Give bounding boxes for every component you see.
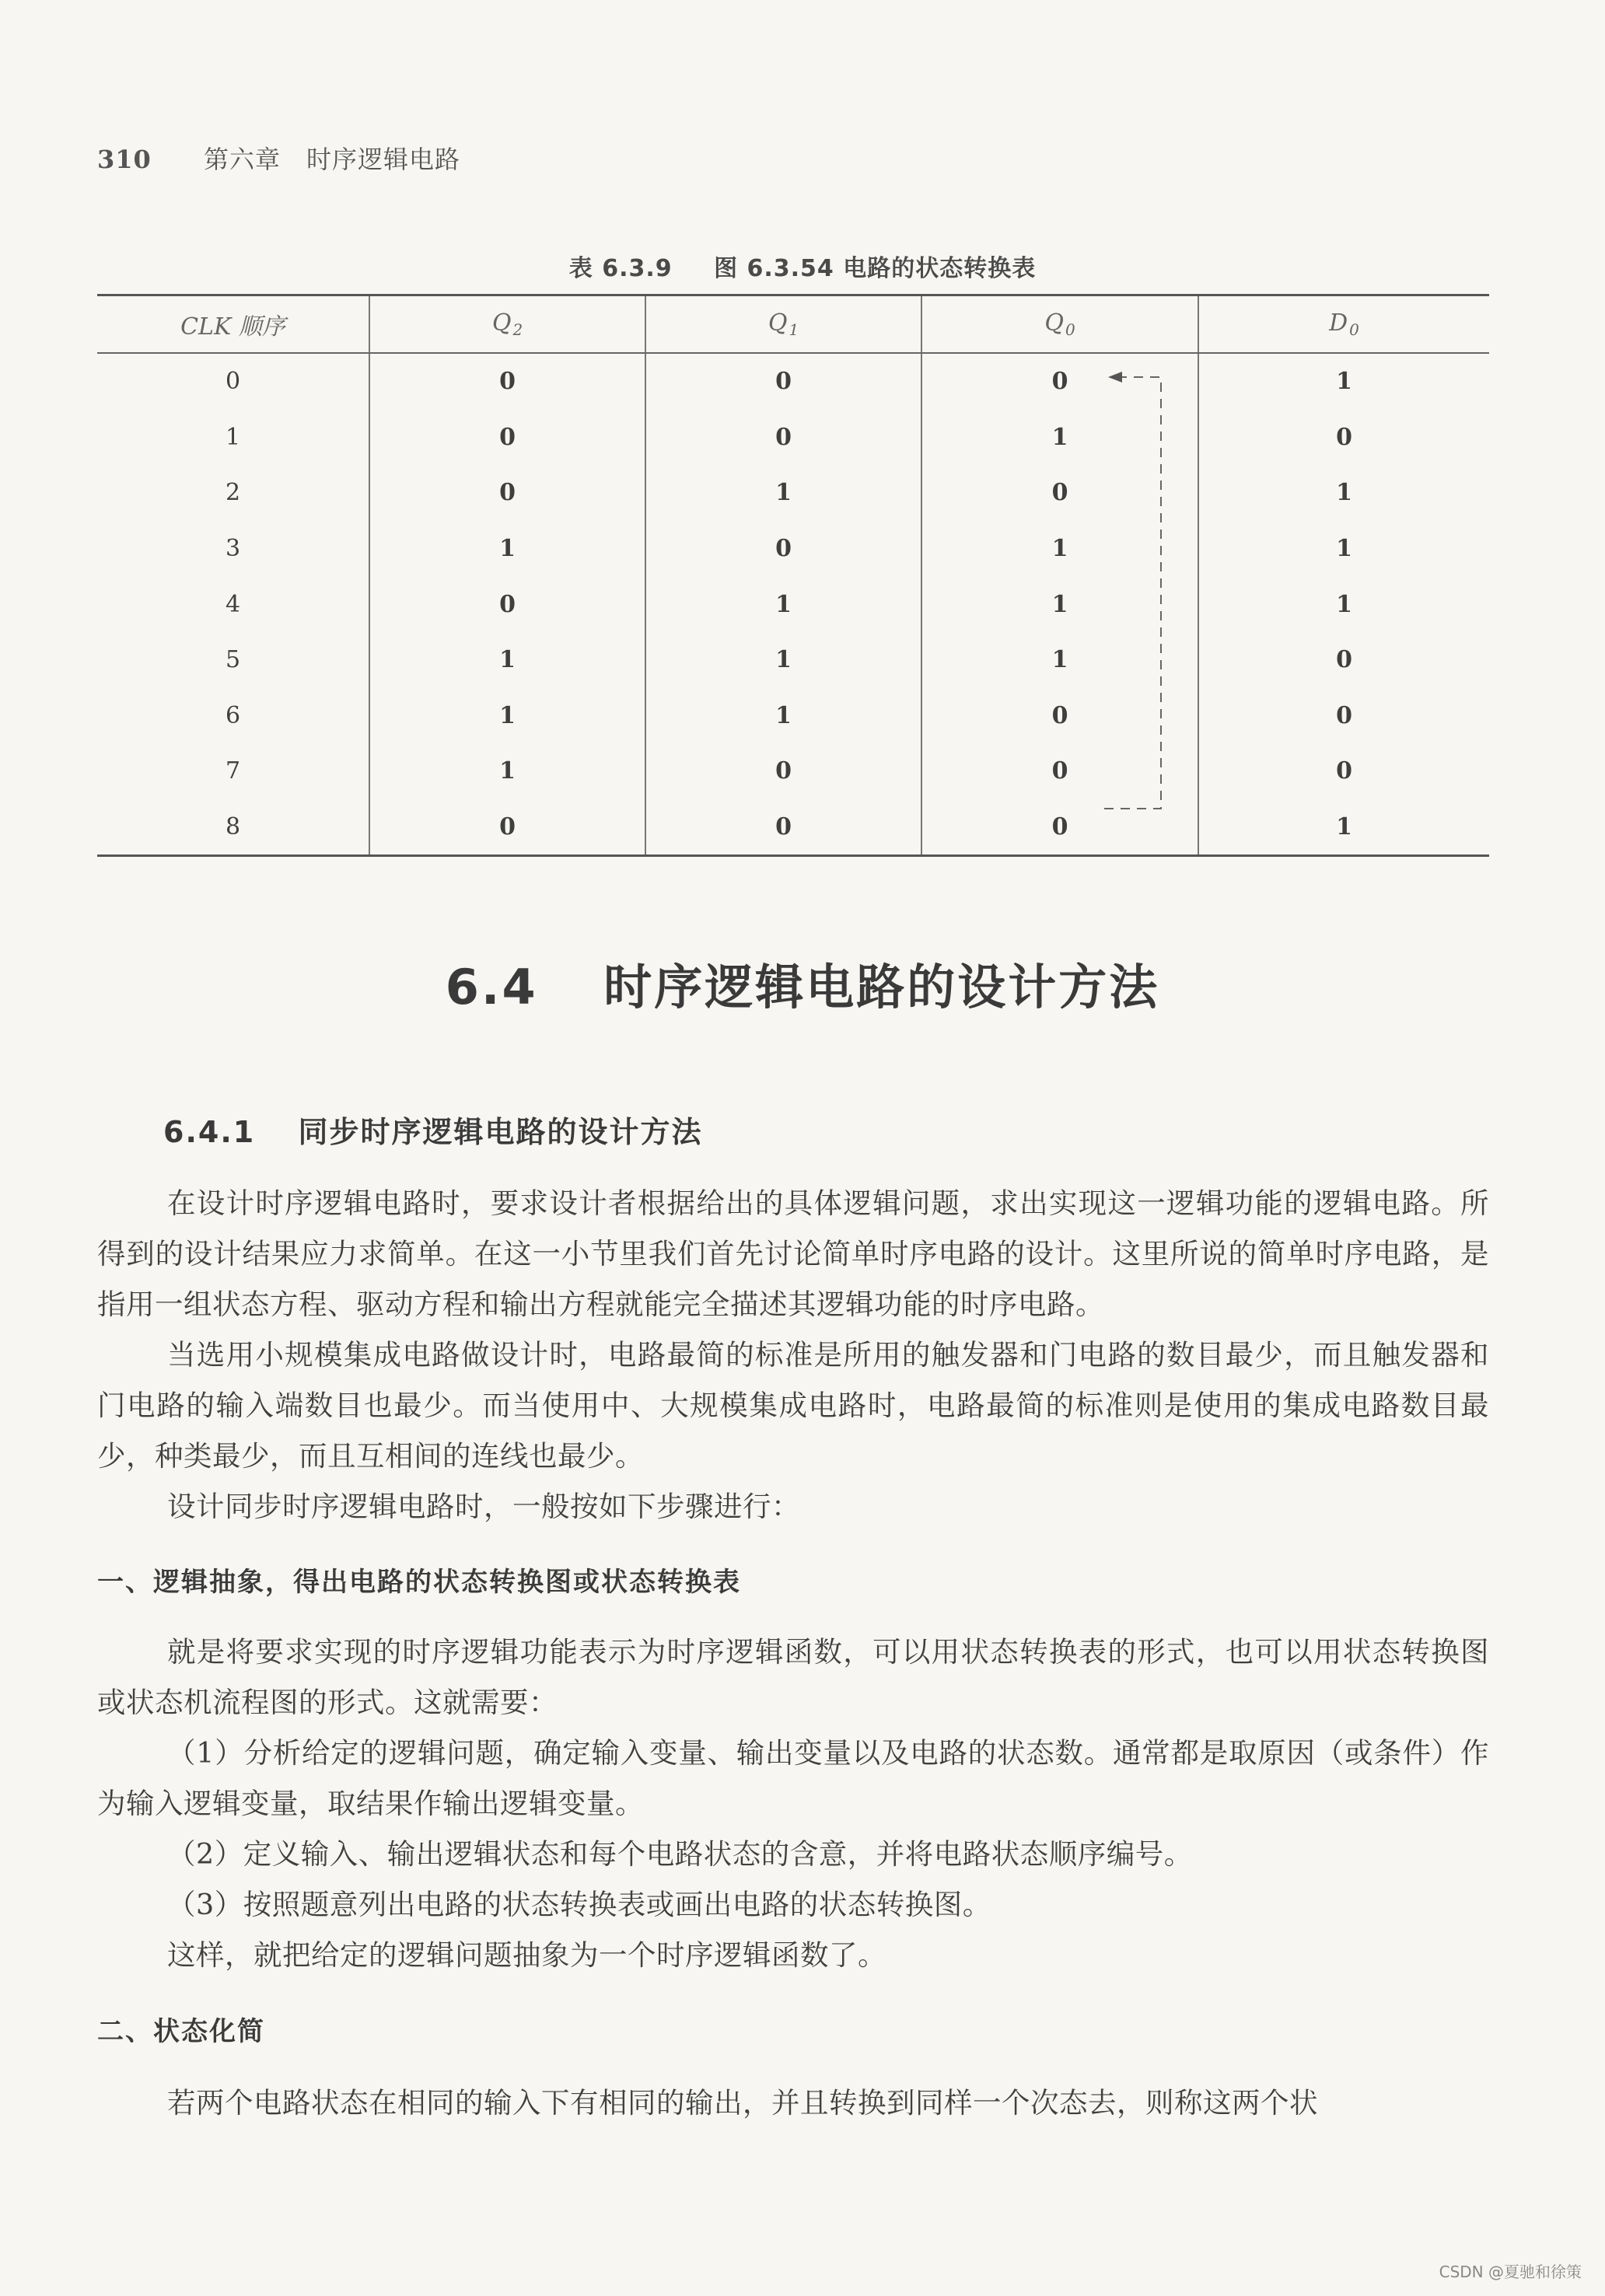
paragraph-text: （3）按照题意列出电路的状态转换表或画出电路的状态转换图。 xyxy=(167,1888,991,1921)
cell-clk: 0 xyxy=(225,368,241,396)
paragraph-criteria xyxy=(97,1330,1489,1481)
paragraph-abstraction xyxy=(97,1627,1489,1728)
cell-q2: 0 xyxy=(369,410,645,466)
table-row xyxy=(97,799,1489,856)
cell-q2: 1 xyxy=(369,521,645,577)
table-row xyxy=(97,632,1489,688)
cell-q1: 0 xyxy=(645,743,921,799)
cell-q1: 1 xyxy=(645,632,921,688)
paragraph-text: （1）分析给定的逻辑问题，确定输入变量、输出变量以及电路的状态数。通常都是取原因（或条件）作为输入逻辑变量，取结果作输出逻辑变量。 xyxy=(97,1736,1489,1820)
cell-q1: 0 xyxy=(645,410,921,466)
paragraph-steps-intro xyxy=(97,1481,1489,1532)
table-header-row xyxy=(97,295,1489,354)
cell-q0: 0 xyxy=(921,743,1198,799)
cell-q1: 1 xyxy=(645,688,921,744)
cell-d0: 0 xyxy=(1198,410,1489,466)
cell-q2: 0 xyxy=(369,465,645,521)
table-row xyxy=(97,465,1489,521)
cell-q0: 0 xyxy=(921,799,1198,856)
paragraph-text: 这样，就把给定的逻辑问题抽象为一个时序逻辑函数了。 xyxy=(167,1938,886,1972)
cell-q2: 1 xyxy=(369,688,645,744)
header-d0: D $_0$ xyxy=(1198,295,1489,354)
table-row xyxy=(97,743,1489,799)
paragraph-state-reduction xyxy=(97,2078,1489,2128)
cell-clk: 4 xyxy=(225,590,241,618)
cell-clk: 8 xyxy=(97,799,369,856)
cell-d0: 0 xyxy=(1198,688,1489,744)
cell-d0: 1 xyxy=(1198,799,1489,856)
table-caption-text: 图 6.3.54 电路的状态转换表 xyxy=(714,255,1037,282)
table-row xyxy=(97,576,1489,632)
table-caption-label: 表 6.3.9 xyxy=(568,255,673,282)
table-caption xyxy=(0,249,1605,283)
cell-q1: 1 xyxy=(645,576,921,632)
section-title-text: 时序逻辑电路的设计方法 xyxy=(603,959,1160,1015)
cell-q2: 1 xyxy=(369,632,645,688)
subsection-number: 6.4.1 xyxy=(163,1115,256,1149)
subsection-title-text: 同步时序逻辑电路的设计方法 xyxy=(298,1115,703,1149)
table-row xyxy=(97,688,1489,744)
header-clk: CLK 顺序 xyxy=(97,295,369,354)
paragraph-step-1 xyxy=(97,1728,1489,1829)
cell-q0: 0 xyxy=(921,688,1198,744)
header-q2: Q $_2$ xyxy=(369,295,645,354)
cell-q1: 1 xyxy=(645,465,921,521)
cell-d0: 1 xyxy=(1198,353,1489,410)
cell-clk: 3 xyxy=(225,535,241,563)
cell-q2: 0 xyxy=(369,353,645,410)
cell-q0: 0 xyxy=(921,465,1198,521)
cell-d0: 1 xyxy=(1198,521,1489,577)
state-transition-table xyxy=(97,294,1489,857)
cell-clk: 5 xyxy=(225,646,241,674)
paragraph-text: 当选用小规模集成电路做设计时，电路最简的标准是所用的触发器和门电路的数目最少，而且触发器和门电路的输入端数目也最少。而当使用中、大规模集成电路时，电路最简的标准则是使用的集成电路数目最少，种类最少，而且互相间的连线也最少。 xyxy=(97,1338,1489,1473)
paragraph-text: 设计同步时序逻辑电路时，一般按如下步骤进行： xyxy=(167,1490,800,1523)
paragraph-text: 若两个电路状态在相同的输入下有相同的输出，并且转换到同样一个次态去，则称这两个状 xyxy=(167,2086,1318,2120)
subsection-title xyxy=(163,1108,702,1151)
paragraph-text: （2）定义输入、输出逻辑状态和每个电路状态的含意，并将电路状态顺序编号。 xyxy=(167,1837,1193,1871)
chapter-title: 第六章 时序逻辑电路 xyxy=(203,145,460,174)
paragraph-text: 就是将要求实现的时序逻辑功能表示为时序逻辑函数，可以用状态转换表的形式，也可以用状态转换图或状态机流程图的形式。这就需要： xyxy=(97,1635,1489,1719)
page-number: 310 xyxy=(97,145,152,174)
paragraph-text: 在设计时序逻辑电路时，要求设计者根据给出的具体逻辑问题，求出实现这一逻辑功能的逻辑电路。所得到的设计结果应力求简单。在这一小节里我们首先讨论简单时序电路的设计。这里所说的简单时序电路，是指用一组状态方程、驱动方程和输出方程就能完全描述其逻辑功能的时序电路。 xyxy=(97,1186,1489,1321)
cell-q0: 1 xyxy=(921,632,1198,688)
section-number: 6.4 xyxy=(445,959,538,1015)
cell-q2: 0 xyxy=(369,576,645,632)
table-row xyxy=(97,410,1489,466)
table-row xyxy=(97,521,1489,577)
cell-q2: 0 xyxy=(369,799,645,856)
paragraph-conclusion xyxy=(97,1930,1489,1980)
header-q1: Q $_1$ xyxy=(645,295,921,354)
cell-q0: 1 xyxy=(921,521,1198,577)
cell-clk: 2 xyxy=(225,479,241,507)
cell-d0: 0 xyxy=(1198,632,1489,688)
paragraph-step-2 xyxy=(97,1829,1489,1879)
cell-q0: 1 xyxy=(921,576,1198,632)
cell-q1: 0 xyxy=(645,353,921,410)
paragraph-intro xyxy=(97,1178,1489,1330)
state-transition-table-wrap xyxy=(97,294,1489,857)
running-head xyxy=(97,140,460,176)
paragraph-step-3 xyxy=(97,1879,1489,1930)
cell-clk: 7 xyxy=(225,757,241,785)
step-heading-2: 二、状态化简 xyxy=(97,2016,265,2047)
step-heading-1: 一、逻辑抽象，得出电路的状态转换图或状态转换表 xyxy=(97,1567,741,1598)
cell-d0: 0 xyxy=(1198,743,1489,799)
table-row xyxy=(97,353,1489,410)
header-q0: Q $_0$ xyxy=(921,295,1198,354)
cell-q1: 0 xyxy=(645,521,921,577)
section-title xyxy=(0,949,1605,1018)
cell-q0: 1 xyxy=(921,410,1198,466)
cell-d0: 1 xyxy=(1198,465,1489,521)
cell-q2: 1 xyxy=(369,743,645,799)
watermark: CSDN @夏驰和徐策 xyxy=(1439,2263,1582,2281)
cell-clk: 1 xyxy=(225,423,241,451)
cell-clk: 6 xyxy=(225,701,241,729)
cell-d0: 1 xyxy=(1198,576,1489,632)
cell-q0: 0 xyxy=(921,353,1198,410)
cell-q1: 0 xyxy=(645,799,921,856)
